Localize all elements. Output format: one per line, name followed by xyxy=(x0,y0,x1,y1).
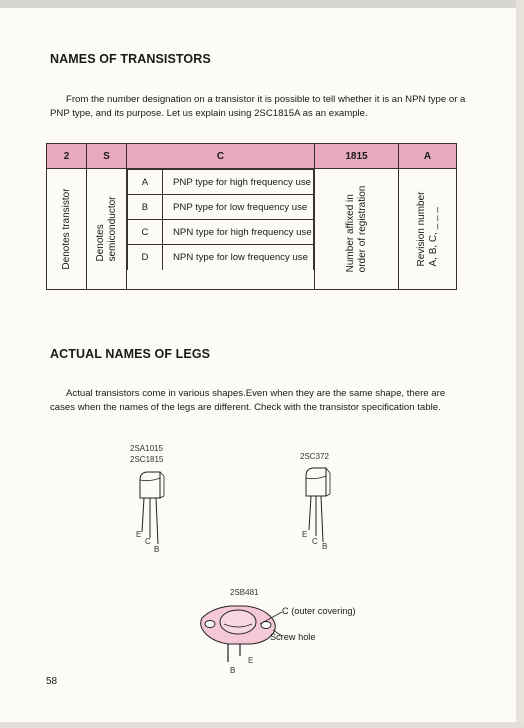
t3-base-label: B xyxy=(230,666,236,675)
page-bottom-edge xyxy=(0,722,524,728)
to92-transistor-icon xyxy=(128,468,178,556)
header-2: 2 xyxy=(47,144,87,169)
type-description: PNP type for high frequency use xyxy=(163,170,314,195)
t1-collector-label: C xyxy=(145,537,151,546)
type-letter: D xyxy=(128,245,163,271)
type-row xyxy=(128,195,314,220)
type-list xyxy=(127,169,314,270)
section-title-names-of-transistors: NAMES OF TRANSISTORS xyxy=(50,52,211,66)
header-a: A xyxy=(399,144,457,169)
type-row xyxy=(128,245,314,271)
registration-line2: order of registration xyxy=(356,185,368,273)
t3-screw-hole-label: Screw hole xyxy=(270,632,316,642)
registration-line1: Number affixed in xyxy=(344,194,356,273)
section-title-actual-names-of-legs: ACTUAL NAMES OF LEGS xyxy=(50,347,211,361)
cell-denotes-semiconductor xyxy=(87,169,127,290)
cell-registration-number xyxy=(315,169,399,290)
transistor-code-table xyxy=(46,143,457,290)
type-letter: C xyxy=(128,220,163,245)
denotes-semiconductor-line2: semiconductor xyxy=(106,196,118,262)
table-body-row xyxy=(47,169,457,290)
cell-denotes-transistor xyxy=(47,169,87,290)
t2-base-label: B xyxy=(322,542,328,551)
header-1815: 1815 xyxy=(315,144,399,169)
t3-emitter-label: E xyxy=(248,656,254,665)
t3-collector-label: C (outer covering) xyxy=(282,606,356,616)
revision-line2: A, B, C, _ _ _ xyxy=(427,207,439,267)
type-row xyxy=(128,220,314,245)
type-description: NPN type for low frequency use xyxy=(163,245,314,271)
revision-line1: Revision number xyxy=(415,191,427,267)
t1-model-label-2: 2SC1815 xyxy=(130,455,164,464)
t2-emitter-label: E xyxy=(302,530,308,539)
table-header-row xyxy=(47,144,457,169)
denotes-transistor-text: Denotes transistor xyxy=(60,188,72,270)
cell-revision-number xyxy=(399,169,457,290)
type-description: PNP type for low frequency use xyxy=(163,195,314,220)
type-row xyxy=(128,170,314,195)
header-s: S xyxy=(87,144,127,169)
legs-paragraph: Actual transistors come in various shapes.Even when they are the same shape, there are cases when the names of the legs are different. Check with the transistor specification table. xyxy=(50,388,446,413)
t2-collector-label: C xyxy=(312,537,318,546)
page-right-edge xyxy=(516,0,524,728)
t1-emitter-label: E xyxy=(136,530,142,539)
denotes-semiconductor-line1: Denotes xyxy=(94,224,106,262)
type-letter: A xyxy=(128,170,163,195)
page-number: 58 xyxy=(46,676,58,687)
intro-paragraph: From the number designation on a transistor it is possible to tell whether it is an NPN type or a PNP type, and its purpose. Let us explain using 2SC1815A as an example. xyxy=(50,94,466,119)
t1-base-label: B xyxy=(154,545,160,554)
page-top-edge xyxy=(0,0,524,8)
cell-type-list xyxy=(127,169,315,290)
header-c: C xyxy=(127,144,315,169)
t2-model-label: 2SC372 xyxy=(300,452,329,461)
type-description: NPN type for high frequency use xyxy=(163,220,314,245)
t3-model-label: 2SB481 xyxy=(230,588,259,597)
t1-model-label-1: 2SA1015 xyxy=(130,444,163,453)
type-letter: B xyxy=(128,195,163,220)
